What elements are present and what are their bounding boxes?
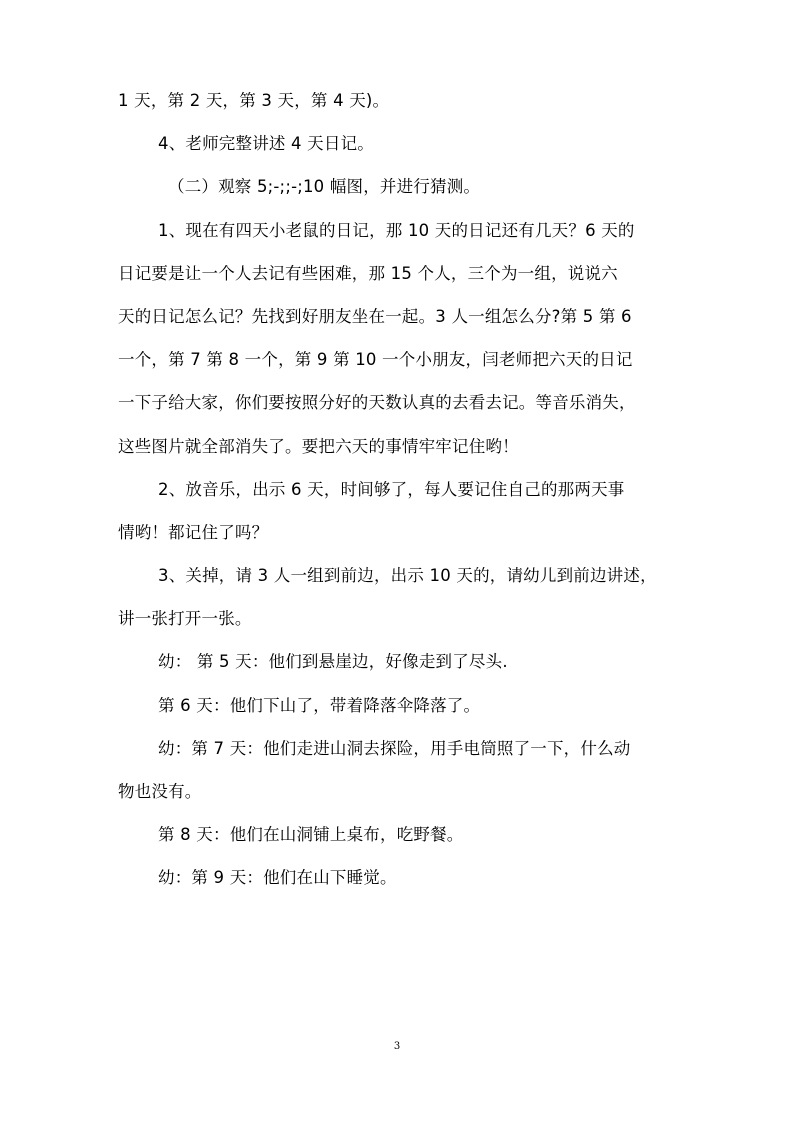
text-line: 幼：第 7 天：他们走进山洞去探险，用手电筒照了一下，什么动 [158, 738, 631, 758]
section-heading: （二）观察 5;-;;-;10 幅图，并进行猜测。 [168, 177, 481, 197]
text-line: 幼： 第 5 天：他们到悬崖边，好像走到了尽头. [158, 652, 508, 672]
text-line: 天的日记怎么记？先找到好朋友坐在一起。3 人一组怎么分?第 5 第 6 [118, 306, 632, 326]
text-line: 2、放音乐，出示 6 天，时间够了，每人要记住自己的那两天事 [158, 479, 625, 499]
text-line: 幼：第 9 天：他们在山下睡觉。 [158, 868, 397, 888]
text-line: 一个，第 7 第 8 一个，第 9 第 10 一个小朋友，闫老师把六天的日记 [118, 350, 633, 370]
text-line: 1 天，第 2 天，第 3 天，第 4 天)。 [118, 91, 390, 110]
document-body [118, 91, 678, 912]
text-line: 3、关掉，请 3 人一组到前边，出示 10 天的，请幼儿到前边讲述， [158, 566, 657, 586]
text-line: 日记要是让一个人去记有些困难，那 15 个人，三个为一组，说说六 [118, 263, 618, 283]
text-line: 第 6 天：他们下山了，带着降落伞降落了。 [158, 695, 481, 715]
text-line: 讲一张打开一张。 [118, 609, 252, 629]
text-line: 一下子给大家，你们要按照分好的天数认真的去看去记。等音乐消失， [118, 393, 636, 413]
text-line: 1、现在有四天小老鼠的日记，那 10 天的日记还有几天？6 天的 [158, 220, 635, 240]
text-line: 这些图片就全部消失了。要把六天的事情牢牢记住哟！ [118, 436, 519, 456]
text-line: 第 8 天：他们在山洞铺上桌布，吃野餐。 [158, 825, 464, 845]
text-line: 情哟！都记住了吗？ [118, 522, 269, 542]
text-line: 物也没有。 [118, 782, 202, 801]
page-number: 3 [393, 1041, 401, 1052]
text-line: 4、老师完整讲述 4 天日记。 [158, 134, 374, 154]
